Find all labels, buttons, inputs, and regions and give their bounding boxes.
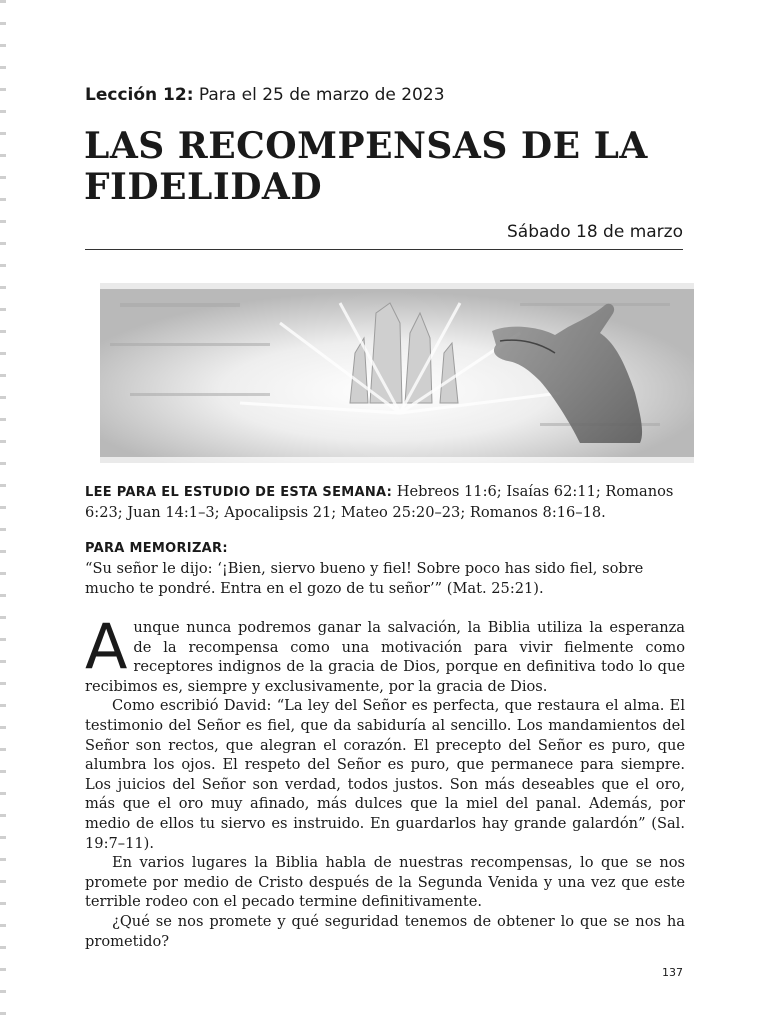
body-paragraph-4: ¿Qué se nos promete y qué seguridad tenemos de obtener lo que se nos ha prometido?	[85, 912, 685, 950]
page-edge-marks	[0, 0, 6, 1024]
reading-references	[85, 482, 685, 523]
lesson-label: Lección 12:	[85, 85, 194, 105]
body-paragraph-3: En varios lugares la Biblia habla de nuestras recompensas, lo que se nos promete por medio de Cristo después de la Segunda Venida y una vez que este terrible rodeo con el pecado termine definitivamente.	[85, 854, 685, 911]
header-divider	[85, 249, 683, 250]
reading-refs: Hebreos 11:6; Isaías 62:11; Romanos 6:23; Juan 14:1–3; Apocalipsis 21; Mateo 25:20–23; Romanos 8:16–18.	[85, 483, 674, 521]
body-paragraph-1	[85, 610, 685, 696]
page-title: LAS RECOMPENSAS DE LA FIDELIDAD	[84, 125, 648, 208]
lesson-heading	[85, 85, 445, 105]
body-paragraph-2: Como escribió David: “La ley del Señor es perfecta, que restaura el alma. El testimonio del Señor es fiel, que da sabiduría al sencillo. Los mandamientos del Señor son rectos, que alegran el corazón. El precepto del Señor es puro, que alumbra los ojos. El respeto del Señor es puro, que permanece para siempre. Los juicios del Señor son verdad, todos justos. Son más deseables que el oro, más que el oro muy afinado, más dulces que la miel del panal. Además, por medio de ellos tu siervo es instruido. En guardarlos hay grande galardón” (Sal. 19:7–11).	[85, 697, 685, 852]
memorize-label: PARA MEMORIZAR:	[85, 541, 228, 556]
outstretched-hand-illustration	[100, 283, 694, 463]
memory-verse: “Su señor le dijo: ‘¡Bien, siervo bueno y fiel! Sobre poco has sido fiel, sobre mucho te pondré. Entra en el gozo de tu señor’” (Mat. 25:21).	[85, 560, 644, 597]
page-number: 137	[662, 966, 683, 979]
lesson-body	[85, 610, 685, 951]
day-date: Sábado 18 de marzo	[507, 222, 683, 242]
lesson-date: Para el 25 de marzo de 2023	[198, 85, 445, 105]
reading-label: LEE PARA EL ESTUDIO DE ESTA SEMANA:	[85, 485, 393, 500]
drop-cap: A	[85, 610, 128, 683]
paragraph-1-text: unque nunca podremos ganar la salvación, la Biblia utiliza la esperanza de la recompensa como una motivación para vivir fielmente como receptores indignos de la gracia de Dios, porque en definitiva todo lo que recibimos es, siempre y exclusivamente, por la gracia de Dios.	[85, 619, 685, 695]
